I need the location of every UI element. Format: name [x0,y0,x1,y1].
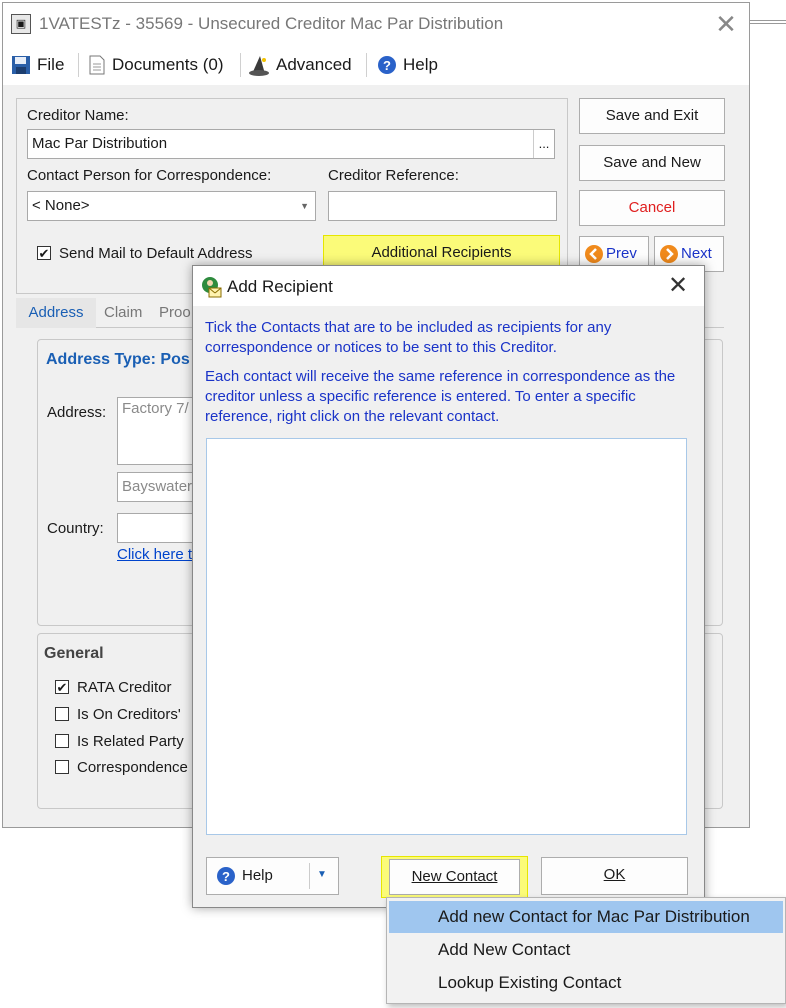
correspondence-checkbox[interactable] [55,760,69,774]
contact-person-label: Contact Person for Correspondence: [27,167,272,184]
save-and-new-button[interactable]: Save and New [579,145,725,181]
menu-item-add-new-contact[interactable]: Add New Contact [438,940,571,959]
tab-proof[interactable]: Proo [159,304,191,321]
dialog-title: Add Recipient [227,277,333,296]
browse-button[interactable]: ... [533,130,554,158]
svg-text:?: ? [222,869,230,884]
menu-help[interactable] [377,52,438,78]
related-party-label: Is Related Party [77,733,184,750]
menu-divider [240,53,241,77]
next-label: Next [681,245,712,262]
ok-button[interactable] [541,857,688,895]
new-contact-menu [386,897,786,1004]
creditor-reference-label: Creditor Reference: [328,167,459,184]
rata-creditor-checkbox[interactable]: ✔ [56,680,68,695]
address-link[interactable]: Click here t [117,546,193,563]
menu-documents-label: Documents (0) [112,55,224,74]
document-icon [88,55,106,75]
creditor-name-value: Mac Par Distribution [32,135,168,152]
country-label: Country: [47,520,104,537]
send-mail-label: Send Mail to Default Address [59,245,253,262]
creditor-name-label: Creditor Name: [27,107,129,124]
help-icon [216,866,236,886]
background-window-edge [750,20,786,24]
arrow-right-icon [659,244,679,264]
help-icon [377,55,397,75]
contact-person-select[interactable] [27,191,316,221]
related-party-checkbox[interactable] [55,734,69,748]
window-title: 1VATESTz - 35569 - Unsecured Creditor Mac Par Distribution [39,14,504,33]
close-icon[interactable]: ✕ [715,9,737,39]
menu-documents[interactable] [88,52,223,78]
creditor-reference-input[interactable] [328,191,557,221]
contacts-list[interactable] [206,438,687,835]
general-heading: General [44,645,104,662]
address-label: Address: [47,404,107,421]
tab-address[interactable]: Address [16,298,96,328]
contact-person-value: < None> [32,197,90,214]
chevron-down-icon: ▼ [300,201,309,211]
address-type-heading: Address Type: Pos [46,351,190,368]
dialog-title-bar [193,266,704,306]
menu-help-label: Help [403,55,438,74]
tab-claim[interactable]: Claim [104,304,143,321]
new-contact-button[interactable] [389,859,520,895]
menu-divider [78,53,79,77]
new-contact-label: New Contact [411,868,498,885]
svg-text:?: ? [383,58,391,73]
on-creditors-label: Is On Creditors' [77,706,181,723]
split-divider [309,863,310,889]
help-split-button[interactable] [206,857,339,895]
cancel-button[interactable]: Cancel [579,190,725,226]
save-icon [11,55,31,75]
suburb-value: Bayswater [122,478,193,495]
send-mail-checkbox[interactable]: ✔ [38,246,50,261]
recipient-icon [200,276,222,298]
dialog-close-icon[interactable]: ✕ [667,272,689,299]
menu-file-label: File [37,55,65,74]
correspondence-label: Correspondence [77,759,188,776]
save-and-exit-button[interactable]: Save and Exit [579,98,725,134]
chevron-down-icon[interactable]: ▼ [317,869,327,880]
menu-file[interactable] [11,52,64,78]
menu-bar [3,45,749,85]
wizard-icon [248,54,270,76]
arrow-left-icon [584,244,604,264]
menu-item-lookup-contact[interactable]: Lookup Existing Contact [438,973,622,992]
additional-recipients-button[interactable]: Additional Recipients [323,235,560,271]
instruction-text-1: Tick the Contacts that are to be included as recipients for any correspondence or notices to be sent to this Creditor. [205,319,612,356]
menu-divider [366,53,367,77]
address-line: Factory 7/ [122,400,189,417]
window-app-icon: ▣ [11,14,31,34]
rata-creditor-label: RATA Creditor [77,679,172,696]
title-bar [3,3,749,45]
menu-item-add-contact-for-creditor[interactable]: Add new Contact for Mac Par Distribution [389,901,783,933]
instruction-text-2: Each contact will receive the same reference in correspondence as the creditor unless a specific reference is entered. To enter a specific reference, right click on the relevant contact. [205,368,676,425]
menu-advanced-label: Advanced [276,55,352,74]
prev-label: Prev [606,245,637,262]
creditor-name-input[interactable] [27,129,555,159]
on-creditors-checkbox[interactable] [55,707,69,721]
help-button-label: Help [242,867,273,884]
add-recipient-dialog [192,265,705,908]
menu-advanced[interactable] [248,52,352,78]
ok-label: OK [603,866,626,883]
